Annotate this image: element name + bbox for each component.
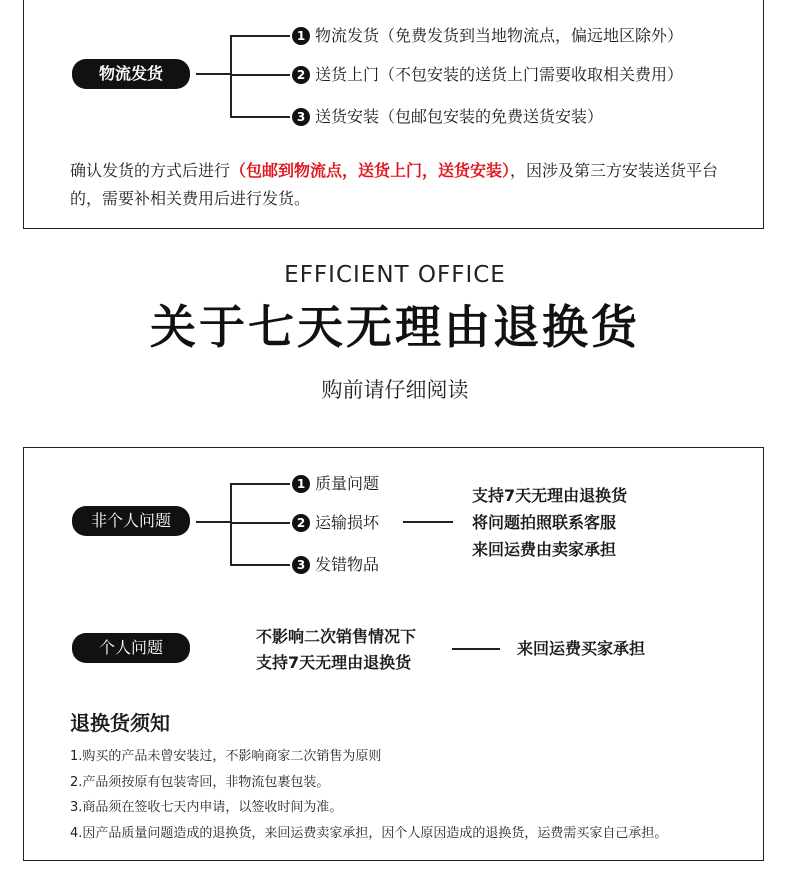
subtitle-english: EFFICIENT OFFICE (284, 262, 506, 288)
option-text: 质量问题 (315, 474, 380, 493)
number-badge: 3 (292, 108, 310, 126)
option-text: 运输损坏 (315, 513, 380, 532)
connector-line (230, 483, 232, 565)
non-personal-option (292, 473, 379, 495)
shipping-note-text: 确认发货的方式后进行 (70, 161, 231, 180)
shipping-option-text: 送货安装（包邮包安装的免费送货安装） (315, 107, 604, 126)
shipping-option-text: 送货上门（不包安装的送货上门需要收取相关费用） (315, 65, 684, 84)
non-personal-result (472, 482, 627, 563)
shipping-label-pill: 物流发货 (72, 59, 190, 89)
shipping-note-text: ，因涉及第三方安装送货平台的，需要补相关费用后进行发货。 (70, 161, 719, 208)
notice-item: 1.购买的产品未曾安装过，不影响商家二次销售为原则 (70, 749, 382, 764)
notice-item: 3.商品须在签收七天内申请，以签收时间为准。 (70, 800, 343, 815)
shipping-option (292, 25, 683, 47)
non-personal-option (292, 512, 379, 534)
non-personal-label-pill: 非个人问题 (72, 506, 190, 536)
notice-item: 4.因产品质量问题造成的退换货，来回运费卖家承担，因个人原因造成的退换货，运费需买家自己承担。 (70, 825, 668, 841)
connector-line (230, 35, 290, 37)
connector-line (403, 521, 453, 523)
personal-condition (256, 624, 416, 676)
number-badge: 1 (292, 27, 310, 45)
connector-line (196, 521, 232, 523)
connector-line (230, 483, 290, 485)
number-badge: 2 (292, 514, 310, 532)
notice-item: 2.产品须按原有包装寄回，非物流包裹包装。 (70, 774, 330, 790)
personal-label-pill: 个人问题 (72, 633, 190, 663)
shipping-option (292, 64, 683, 86)
connector-line (230, 522, 290, 524)
page-title: 关于七天无理由退换货 (150, 300, 640, 354)
result-line: 将问题拍照联系客服 (472, 513, 617, 532)
shipping-option-text: 物流发货（免费发货到当地物流点，偏远地区除外） (315, 26, 684, 45)
connector-line (452, 648, 500, 650)
connector-line (230, 35, 232, 117)
notice-title: 退换货须知 (70, 711, 170, 735)
connector-line (230, 116, 290, 118)
option-text: 发错物品 (315, 555, 380, 574)
connector-line (196, 73, 232, 75)
condition-line: 不影响二次销售情况下 (256, 627, 417, 646)
number-badge: 3 (292, 556, 310, 574)
connector-line (230, 74, 290, 76)
shipping-note (70, 157, 720, 213)
non-personal-option (292, 554, 379, 576)
condition-line: 支持7天无理由退换货 (256, 653, 412, 672)
number-badge: 2 (292, 66, 310, 84)
shipping-note-highlight: （包邮到物流点，送货上门，送货安装） (230, 161, 511, 180)
page-subtitle: 购前请仔细阅读 (321, 378, 469, 402)
personal-result: 来回运费买家承担 (517, 639, 646, 658)
number-badge: 1 (292, 475, 310, 493)
connector-line (230, 564, 290, 566)
shipping-option (292, 106, 603, 128)
notice-list (70, 744, 667, 846)
result-line: 来回运费由卖家承担 (472, 540, 617, 559)
result-line: 支持7天无理由退换货 (472, 486, 628, 505)
